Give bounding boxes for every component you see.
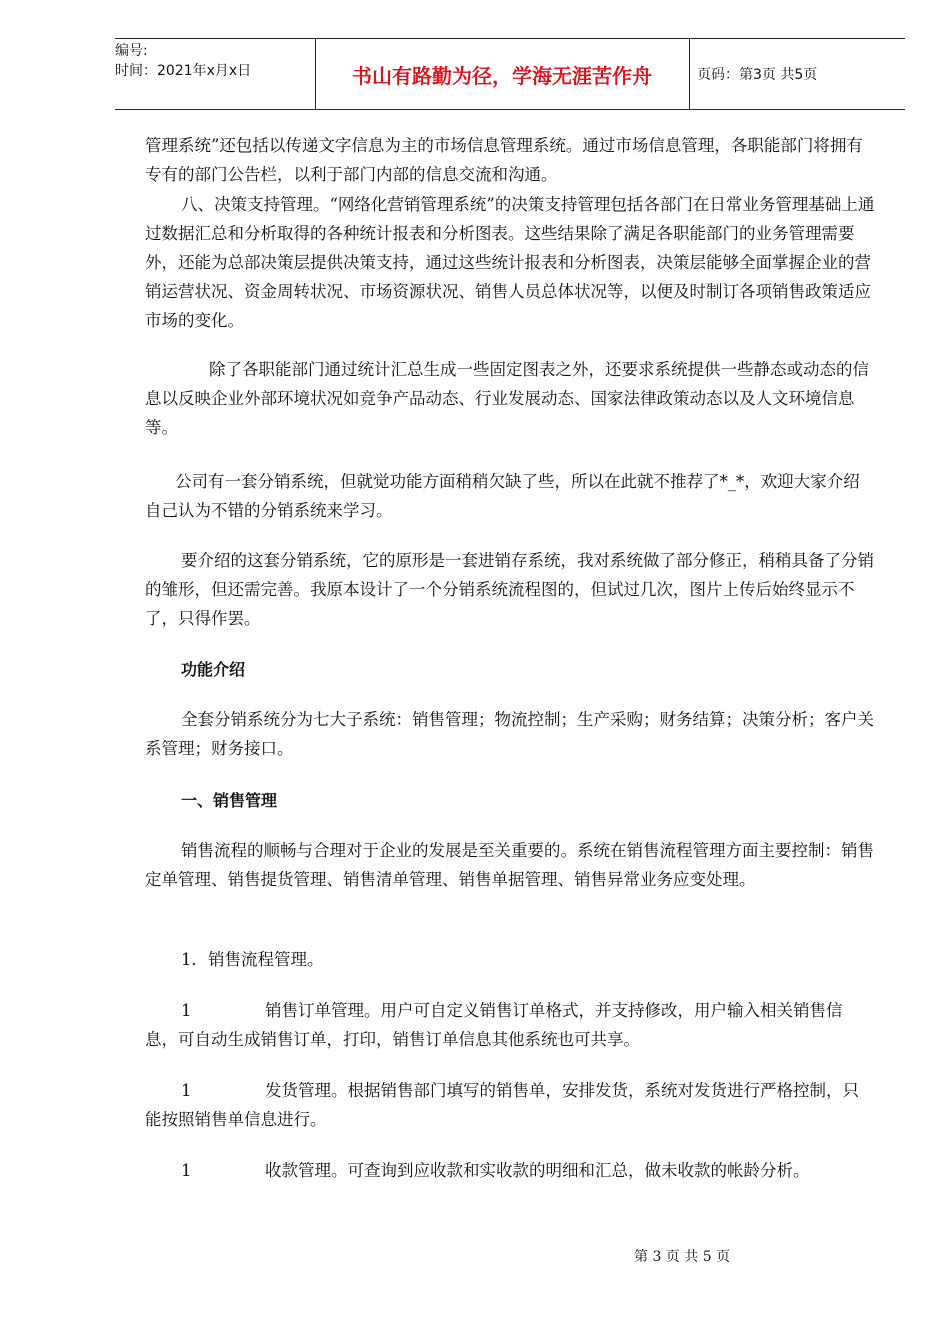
paragraph: 除了各职能部门通过统计汇总生成一些固定图表之外，还要求系统提供一些静态或动态的信息以反映企业外部环境状况如竞争产品动态、行业发展动态、国家法律政策动态以及人文环境信息等。 [145,360,869,437]
header-meta [115,41,315,81]
list-item: 1 销售订单管理。用户可自定义销售订单格式，并支持修改，用户输入相关销售信息，可自动生成销售订单，打印，销售订单信息其他系统也可共享。 [145,1001,843,1049]
page-header [115,38,905,110]
list-item: 1 发货管理。根据销售部门填写的销售单，安排发货，系统对发货进行严格控制，只能按照销售单信息进行。 [145,1081,859,1129]
section-heading: 一、销售管理 [181,791,278,810]
paragraph: 全套分销系统分为七大子系统：销售管理；物流控制；生产采购；财务结算；决策分析；客户关系管理；财务接口。 [145,710,874,758]
paragraph: 管理系统”还包括以传递文字信息为主的市场信息管理系统。通过市场信息管理，各职能部门将拥有专有的部门公告栏，以利于部门内部的信息交流和沟通。 [145,136,863,184]
header-motto: 书山有路勤为径，学海无涯苦作舟 [352,63,652,88]
paragraph: 销售流程的顺畅与合理对于企业的发展是至关重要的。系统在销售流程管理方面主要控制：销售定单管理、销售提货管理、销售清单管理、销售单据管理、销售异常业务应变处理。 [145,841,874,889]
paragraph: 八、决策支持管理。“网络化营销管理系统”的决策支持管理包括各部门在日常业务管理基础上通过数据汇总和分析取得的各种统计报表和分析图表。这些结果除了满足各职能部门的业务管理需要外，还能为总部决策层提供决策支持，通过这些统计报表和分析图表，决策层能够全面掌握企业的营销运营状况、资金周转状况、市场资源状况、销售人员总体状况等，以便及时制订各项销售政策适应市场的变化。 [145,195,875,330]
header-divider [689,39,690,109]
time-label: 时间：2021年x月x日 [115,63,252,79]
list-item: 1 收款管理。可查询到应收款和实收款的明细和汇总，做未收款的帐龄分析。 [181,1161,810,1180]
number-label: 编号: [115,43,148,59]
header-page-label: 页码：第3页 共5页 [697,67,818,83]
paragraph: 1．销售流程管理。 [181,950,324,969]
section-heading: 功能介绍 [181,660,246,679]
paragraph: 要介绍的这套分销系统，它的原形是一套进销存系统，我对系统做了部分修正，稍稍具备了分销的雏形，但还需完善。我原本设计了一个分销系统流程图的，但试过几次，图片上传后始终显示不了，只得作罢。 [145,551,874,628]
page-footer: 第 3 页 共 5 页 [634,1249,731,1265]
paragraph: 公司有一套分销系统，但就觉功能方面稍稍欠缺了些，所以在此就不推荐了*_*，欢迎大家介绍自己认为不错的分销系统来学习。 [145,472,860,520]
